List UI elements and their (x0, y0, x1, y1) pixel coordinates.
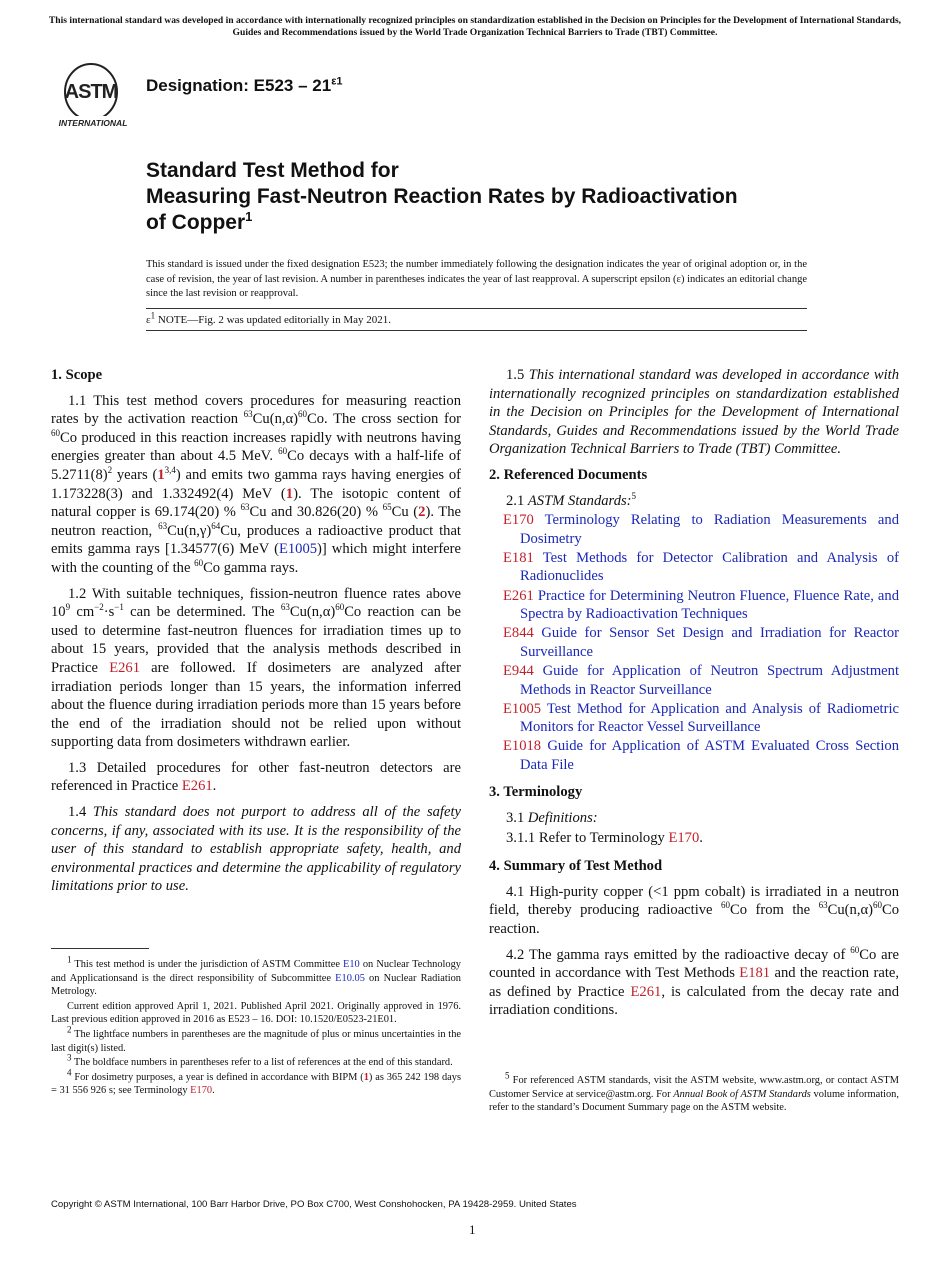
standard-link-e1005[interactable]: E1005 (278, 541, 318, 558)
document-title: Standard Test Method for Measuring Fast-Neutron Reaction Rates by Radioactivation of Copper$^1$ (146, 159, 738, 234)
section-heading-terminology: 3. Terminology (489, 784, 583, 801)
section-heading-summary: 4. Summary of Test Method (489, 858, 663, 875)
footnote-2: $^2$ The lightface numbers in parentheses are the magnitude of plus or minus uncertainties in the last digit(s) listed. (51, 1024, 461, 1054)
footnote-4: $^4$ For dosimetry purposes, a year is defined in accordance with BIPM (1) as 365 242 198 days = 31 556 926 s; see Terminology E170. (51, 1067, 461, 1097)
logo-subtitle: INTERNATIONAL (58, 118, 128, 128)
committee-link[interactable]: E10 (343, 959, 360, 970)
footnotes-right (489, 1070, 899, 1116)
standard-link-e261[interactable]: E261 (181, 778, 213, 795)
ref-link[interactable]: 1 (285, 485, 294, 502)
footnote-divider (51, 948, 149, 949)
reference-item[interactable]: E1005 Test Method for Application and Analysis of Radiometric Monitors for Reactor Vessel Surveillance (503, 700, 899, 736)
standard-issue-note: This standard is issued under the fixed designation E523; the number immediately following the designation indicates the year of original adoption or, in the case of revision, the year of last revision. A number in parentheses indicates the year of last reapproval. A superscript epsilon (ε) indicates an editorial change since the last revision or reapproval. (146, 259, 807, 299)
divider (146, 330, 807, 331)
reference-item[interactable]: E844 Guide for Sensor Set Design and Irradiation for Reactor Surveillance (503, 625, 899, 660)
footnote-1: $^1$ This test method is under the jurisdiction of ASTM Committee E10 on Nuclear Technology and Applicationsand is the direct responsibility of Subcommittee E10.05 on Nuclear Radiation Metrology. (51, 954, 461, 998)
standard-link-e170[interactable]: E170 (668, 829, 700, 846)
paragraph-1-4: 1.4 This standard does not purport to address all of the safety concerns, if any, associated with its use. It is the responsibility of the user of this standard to establish appropriate safety, health, and environmental practices and determine the applicability of regulatory limitations prior to use. (51, 804, 461, 895)
divider (146, 308, 807, 309)
ref-link[interactable]: 1 (157, 466, 165, 483)
footnote-3: $^3$ The boldface numbers in parentheses refer to a list of references at the end of this standard. (67, 1052, 453, 1069)
standard-link-e170[interactable]: E170 (190, 1085, 213, 1097)
right-column (489, 366, 899, 1027)
reference-item[interactable]: E181 Test Methods for Detector Calibration and Analysis of Radionuclides (503, 549, 899, 585)
left-column (51, 366, 461, 903)
paragraph-3-1: 3.1 Definitions: (506, 810, 598, 827)
paragraph-2-1: 2.1 ASTM Standards:$^5$ (506, 490, 637, 509)
paragraph-4-2: 4.2 The gamma rays emitted by the radioactive decay of $^{60}$Co are counted in accordance with Test Methods E181 and the reaction rate, as defined by Practice E261, is calculated from the decay rate and irradiation conditions. (489, 944, 900, 1019)
paragraph-4-1: 4.1 High-purity copper (<1 ppm cobalt) is irradiated in a neutron field, thereby producing radioactive $^{60}$Co from the $^{63}Cu(n,\alpha)^{60}Co$ reaction. (489, 883, 899, 938)
section-heading-referenced-documents: 2. Referenced Documents (489, 466, 648, 483)
designation: Designation: $E523 - 21^{\varepsilon 1}$ (146, 75, 343, 95)
footnote-1-edition: Current edition approved April 1, 2021. Published April 2021. Originally approved in 1976. Last previous edition approved in 2016 as E523 – 16. DOI: 10.1520/E0523-21E01. (51, 1000, 461, 1026)
page-number: 1 (469, 1222, 476, 1237)
paragraph-1-1: 1.1 This test method covers procedures for measuring reaction rates by the activation reaction $^{63}Cu(n,\alpha)^{60}Co$. The cross section for $^{60}$Co produced in this reaction increases rapidly with neutrons having energies greater than about 4.5 MeV. $^{60}$Co decays with a half-life of $5.2711(8)^2$ years (1$^{3,4}$) and emits two gamma rays having energies of 1.173228(3) and 1.332492(4) MeV (1). The isotopic content of natural copper is 69.174(20) % $^{63}$Cu and 30.826(20) % $^{65}$Cu (2). The neutron reaction, $^{63}Cu(n,\gamma)^{64}Cu$, produces a radioactive product that emits gamma rays [1.34577(6) MeV (E1005)] which might interfere with the counting of the $^{60}$Co gamma rays. (51, 392, 461, 576)
reference-item[interactable]: E944 Guide for Application of Neutron Spectrum Adjustment Methods in Reactor Surveillance (503, 662, 899, 698)
paragraph-1-3: 1.3 Detailed procedures for other fast-neutron detectors are referenced in Practice E261. (51, 759, 461, 795)
paragraph-1-2: 1.2 With suitable techniques, fission-neutron fluence rates above $10^9$ $cm^{-2}\cdot s^{-1}$ can be determined. The $^{63}Cu(n,\alpha)^{60}Co$ reaction can be used to determine fast-neutron fluences for irradiation times up to about 15 years, provided that the analysis methods described in Practice E261 are followed. If dosimeters are analyzed after irradiation periods longer than 15 years, the information inferred about the fluence during irradiation periods more than 15 years before the end of the irradiation should not be relied upon without supporting data from dosimeters withdrawn earlier. (51, 585, 461, 751)
reference-item[interactable]: E1018 Guide for Application of ASTM Evaluated Cross Section Data File (503, 738, 899, 773)
reference-item[interactable]: E170 Terminology Relating to Radiation Measurements and Dosimetry (503, 512, 899, 547)
footnotes-left (51, 954, 461, 1099)
footnote-5: $^5$ For referenced ASTM standards, visit the ASTM website, www.astm.org, or contact ASTM Customer Service at service@astm.org. For Annual Book of ASTM Standards volume information, refer to the standard’s Document Summary page on the ASTM website. (489, 1070, 899, 1114)
subcommittee-link[interactable]: E10.05 (335, 972, 365, 984)
paragraph-3-1-1: 3.1.1 Refer to Terminology E170. (506, 829, 703, 846)
astm-logo (52, 58, 134, 132)
referenced-standards-list (489, 511, 899, 774)
ref-link[interactable]: 1 (363, 1071, 369, 1083)
paragraph-1-5: 1.5 This international standard was developed in accordance with internationally recognized principles on standardization established in the Decision on Principles for the Development of International Standards, Guides and Recommendations issued by the World Trade Organization Technical Barriers to Trade (TBT) Committee. (489, 367, 900, 458)
copyright-line: Copyright © ASTM International, 100 Barr Harbor Drive, PO Box C700, West Conshohocken, PA 19428-2959. United States (51, 1199, 577, 1210)
section-heading-scope: 1. Scope (51, 367, 103, 383)
logo-text: ASTM (64, 81, 118, 103)
standard-link-e181[interactable]: E181 (739, 965, 771, 982)
tbt-notice: This international standard was developed in accordance with internationally recognized principles on standardization established in the Decision on Principles for the Development of International Standards, Guides and Recommendations issued by the World Trade Organization Technical Barriers to Trade (TBT) Committee. (48, 15, 902, 38)
ref-link[interactable]: 2 (418, 504, 426, 521)
epsilon-note: $\varepsilon^1$ NOTE—Fig. 2 was updated editorially in May 2021. (146, 310, 391, 326)
standard-link-e261[interactable]: E261 (630, 983, 662, 1000)
standard-link-e261[interactable]: E261 (109, 659, 140, 676)
reference-item[interactable]: E261 Practice for Determining Neutron Fluence, Fluence Rate, and Spectra by Radioactivation Techniques (503, 587, 899, 623)
